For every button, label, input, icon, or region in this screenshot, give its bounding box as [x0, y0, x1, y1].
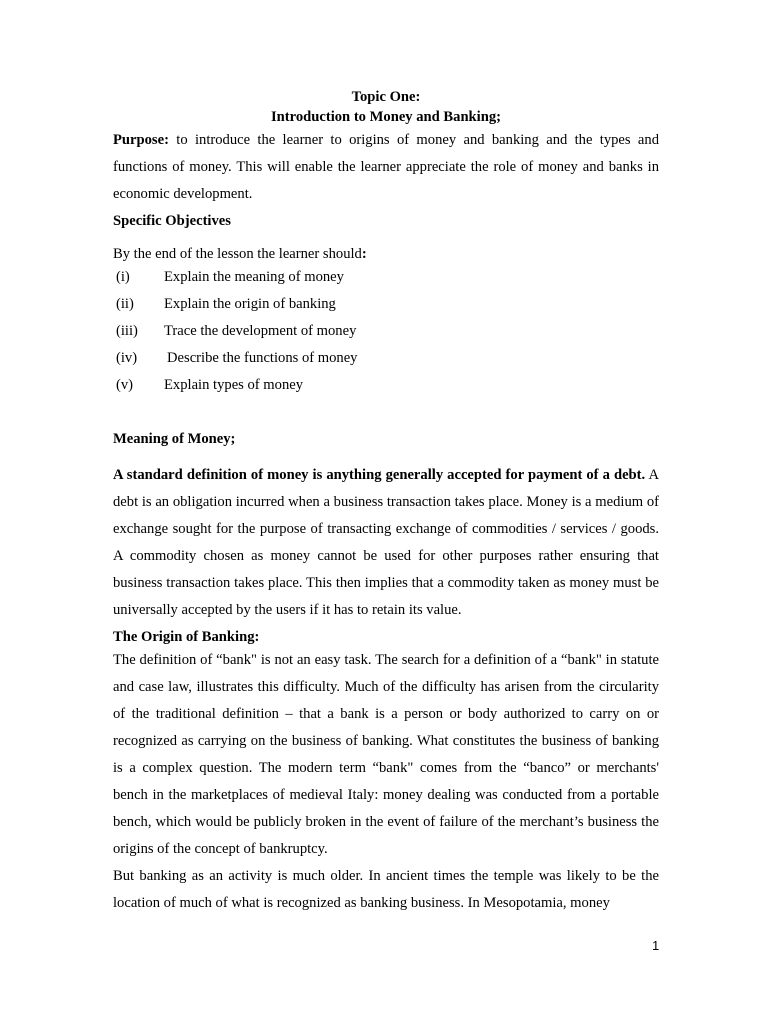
- meaning-heading: Meaning of Money;: [113, 431, 236, 447]
- objectives-intro: By the end of the lesson the learner should:: [113, 246, 367, 262]
- purpose-label: Purpose:: [113, 132, 169, 148]
- topic-subtitle: Introduction to Money and Banking;: [270, 109, 502, 125]
- origin-heading: The Origin of Banking:: [113, 629, 260, 645]
- list-item: (iv) Describe the functions of money: [116, 350, 358, 366]
- objectives-list: [113, 264, 659, 399]
- meaning-paragraph: A standard definition of money is anything generally accepted for payment of a debt. A debt is an obligation incurred when a business transaction takes place. Money is a medium of exchange sought for the purpose of transacting exchange of commodities / services / goods. A commodity chosen as money cannot be used for other purposes rather ensuring that business transaction takes place. This then implies that a commodity taken as money must be universally accepted by the users if it has to retain its value.: [113, 467, 659, 618]
- purpose-paragraph: [113, 127, 659, 208]
- topic-title: Topic One:: [351, 89, 421, 105]
- list-item: (ii) Explain the origin of banking: [116, 296, 336, 312]
- objectives-heading: Specific Objectives: [113, 213, 231, 229]
- page-number: 1: [652, 938, 660, 953]
- list-item: (i) Explain the meaning of money: [116, 269, 344, 285]
- definition-lead: A standard definition of money is anything generally accepted for payment of a debt.: [113, 467, 646, 483]
- origin-paragraph-2: But banking as an activity is much older. In ancient times the temple was likely to be the location of much of what is recognized as banking business. In Mesopotamia, money: [113, 868, 659, 911]
- list-item: (v) Explain types of money: [116, 377, 304, 393]
- page-content: [113, 87, 659, 917]
- list-item: (iii) Trace the development of money: [116, 323, 357, 339]
- origin-paragraph-1: The definition of “bank" is not an easy task. The search for a definition of a “bank" in statute and case law, illustrates this difficulty. Much of the difficulty has arisen from the circularity of the traditional definition – that a bank is a person or body authorized to carry on or recognized as carrying on the business of banking. What constitutes the business of banking is a complex question. The modern term “bank" comes from the “banco” or merchants' bench in the marketplaces of medieval Italy: money dealing was conducted from a portable bench, which would be publicly broken in the event of failure of the merchant’s business the origins of the concept of bankruptcy.: [113, 652, 659, 857]
- purpose-text: to introduce the learner to origins of money and banking and the types and functions of money. This will enable the learner appreciate the role of money and banks in economic development.: [113, 132, 659, 202]
